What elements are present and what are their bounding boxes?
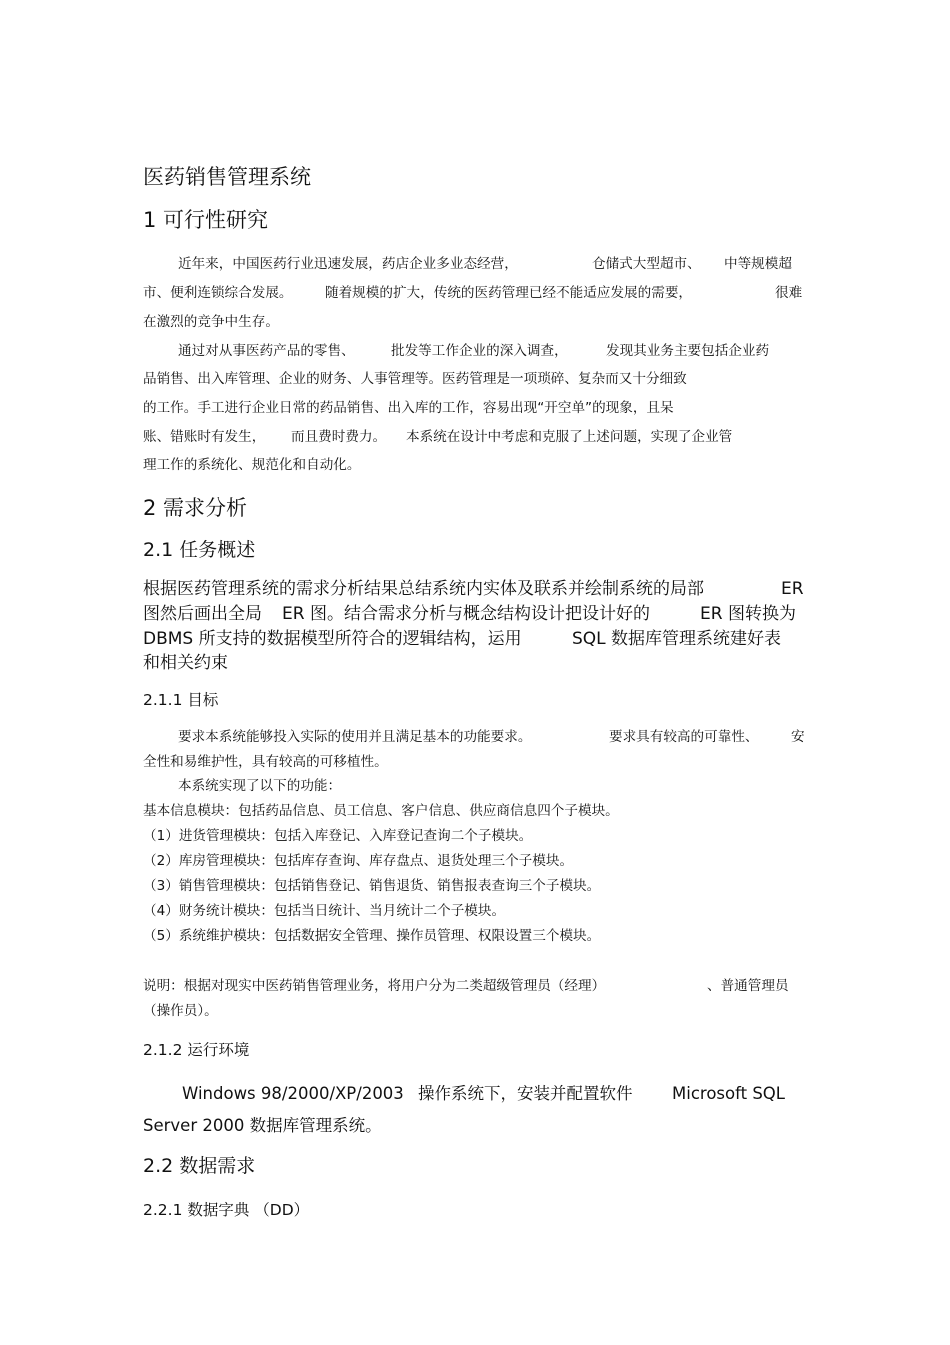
paragraph-line: Server 2000 数据库管理系统。 bbox=[143, 1116, 382, 1135]
paragraph-line: （操作员）。 bbox=[143, 1003, 218, 1019]
paragraph-line: 近年来，中国医药行业迅速发展，药店企业多业态经营， bbox=[178, 256, 518, 272]
paragraph-line: Microsoft SQL bbox=[672, 1084, 785, 1103]
paragraph-line: 随着规模的扩大，传统的医药管理已经不能适应发展的需要， bbox=[325, 285, 693, 301]
paragraph-line: 通过对从事医药产品的零售、 bbox=[178, 343, 355, 359]
section-1-heading: 1 可行性研究 bbox=[143, 208, 269, 232]
paragraph-line: 批发等工作企业的深入调查， bbox=[391, 343, 568, 359]
module-item: （1）进货管理模块：包括入库登记、入库登记查询二个子模块。 bbox=[143, 828, 533, 844]
paragraph-line: 全性和易维护性，具有较高的可移植性。 bbox=[143, 754, 388, 770]
module-item: （4）财务统计模块：包括当日统计、当月统计二个子模块。 bbox=[143, 903, 506, 919]
paragraph-line: 而且费时费力。 bbox=[291, 429, 387, 445]
paragraph-line: 理工作的系统化、规范化和自动化。 bbox=[143, 457, 361, 473]
paragraph-line: 品销售、出入库管理、企业的财务、人事管理等。医药管理是一项琐碎、复杂而又十分细致 bbox=[143, 371, 687, 387]
paragraph-line: 市、便利连锁综合发展。 bbox=[143, 285, 293, 301]
paragraph-line: Windows 98/2000/XP/2003 bbox=[182, 1084, 404, 1103]
paragraph-line: 要求具有较高的可靠性、 bbox=[609, 729, 759, 745]
section-2-1-2-heading: 2.1.2 运行环境 bbox=[143, 1041, 250, 1059]
document-title: 医药销售管理系统 bbox=[143, 165, 311, 189]
paragraph-line: 仓储式大型超市、 bbox=[592, 256, 701, 272]
paragraph-line: 说明：根据对现实中医药销售管理业务，将用户分为二类超级管理员（经理） bbox=[143, 978, 606, 994]
paragraph-line: 和相关约束 bbox=[143, 653, 228, 673]
module-item: （3）销售管理模块：包括销售登记、销售退货、销售报表查询三个子模块。 bbox=[143, 878, 601, 894]
paragraph-line: ER 图。结合需求分析与概念结构设计把设计好的 bbox=[282, 604, 650, 624]
paragraph-line: ER bbox=[781, 579, 804, 599]
module-item: 基本信息模块：包括药品信息、员工信息、客户信息、供应商信息四个子模块。 bbox=[143, 803, 619, 819]
paragraph-line: 本系统实现了以下的功能： bbox=[178, 778, 342, 794]
paragraph-line: ER 图转换为 bbox=[700, 604, 796, 624]
paragraph-line: SQL 数据库管理系统建好表 bbox=[572, 629, 782, 649]
paragraph-line: 图然后画出全局 bbox=[143, 604, 262, 624]
section-2-heading: 2 需求分析 bbox=[143, 496, 248, 520]
paragraph-line: 很难 bbox=[775, 285, 803, 301]
paragraph-line: 安 bbox=[791, 729, 805, 745]
paragraph-line: 根据医药管理系统的需求分析结果总结系统内实体及联系并绘制系统的局部 bbox=[143, 579, 704, 599]
paragraph-line: 的工作。手工进行企业日常的药品销售、出入库的工作，容易出现“开空单”的现象，且呆 bbox=[143, 400, 674, 416]
module-item: （2）库房管理模块：包括库存查询、库存盘点、退货处理三个子模块。 bbox=[143, 853, 574, 869]
paragraph-line: 、普通管理员 bbox=[707, 978, 789, 994]
section-2-1-heading: 2.1 任务概述 bbox=[143, 539, 256, 561]
paragraph-line: 要求本系统能够投入实际的使用并且满足基本的功能要求。 bbox=[178, 729, 532, 745]
paragraph-line: 操作系统下，安装并配置软件 bbox=[418, 1084, 633, 1103]
section-2-2-1-heading: 2.2.1 数据字典 （DD） bbox=[143, 1201, 310, 1219]
paragraph-line: 本系统在设计中考虑和克服了上述问题，实现了企业管 bbox=[406, 429, 733, 445]
module-item: （5）系统维护模块：包括数据安全管理、操作员管理、权限设置三个模块。 bbox=[143, 928, 601, 944]
section-2-1-1-heading: 2.1.1 目标 bbox=[143, 691, 219, 709]
paragraph-line: 账、错账时有发生， bbox=[143, 429, 266, 445]
paragraph-line: 中等规模超 bbox=[724, 256, 792, 272]
paragraph-line: 在激烈的竞争中生存。 bbox=[143, 314, 279, 330]
paragraph-line: 发现其业务主要包括企业药 bbox=[606, 343, 770, 359]
paragraph-line: DBMS 所支持的数据模型所符合的逻辑结构，运用 bbox=[143, 629, 522, 649]
section-2-2-heading: 2.2 数据需求 bbox=[143, 1155, 256, 1177]
